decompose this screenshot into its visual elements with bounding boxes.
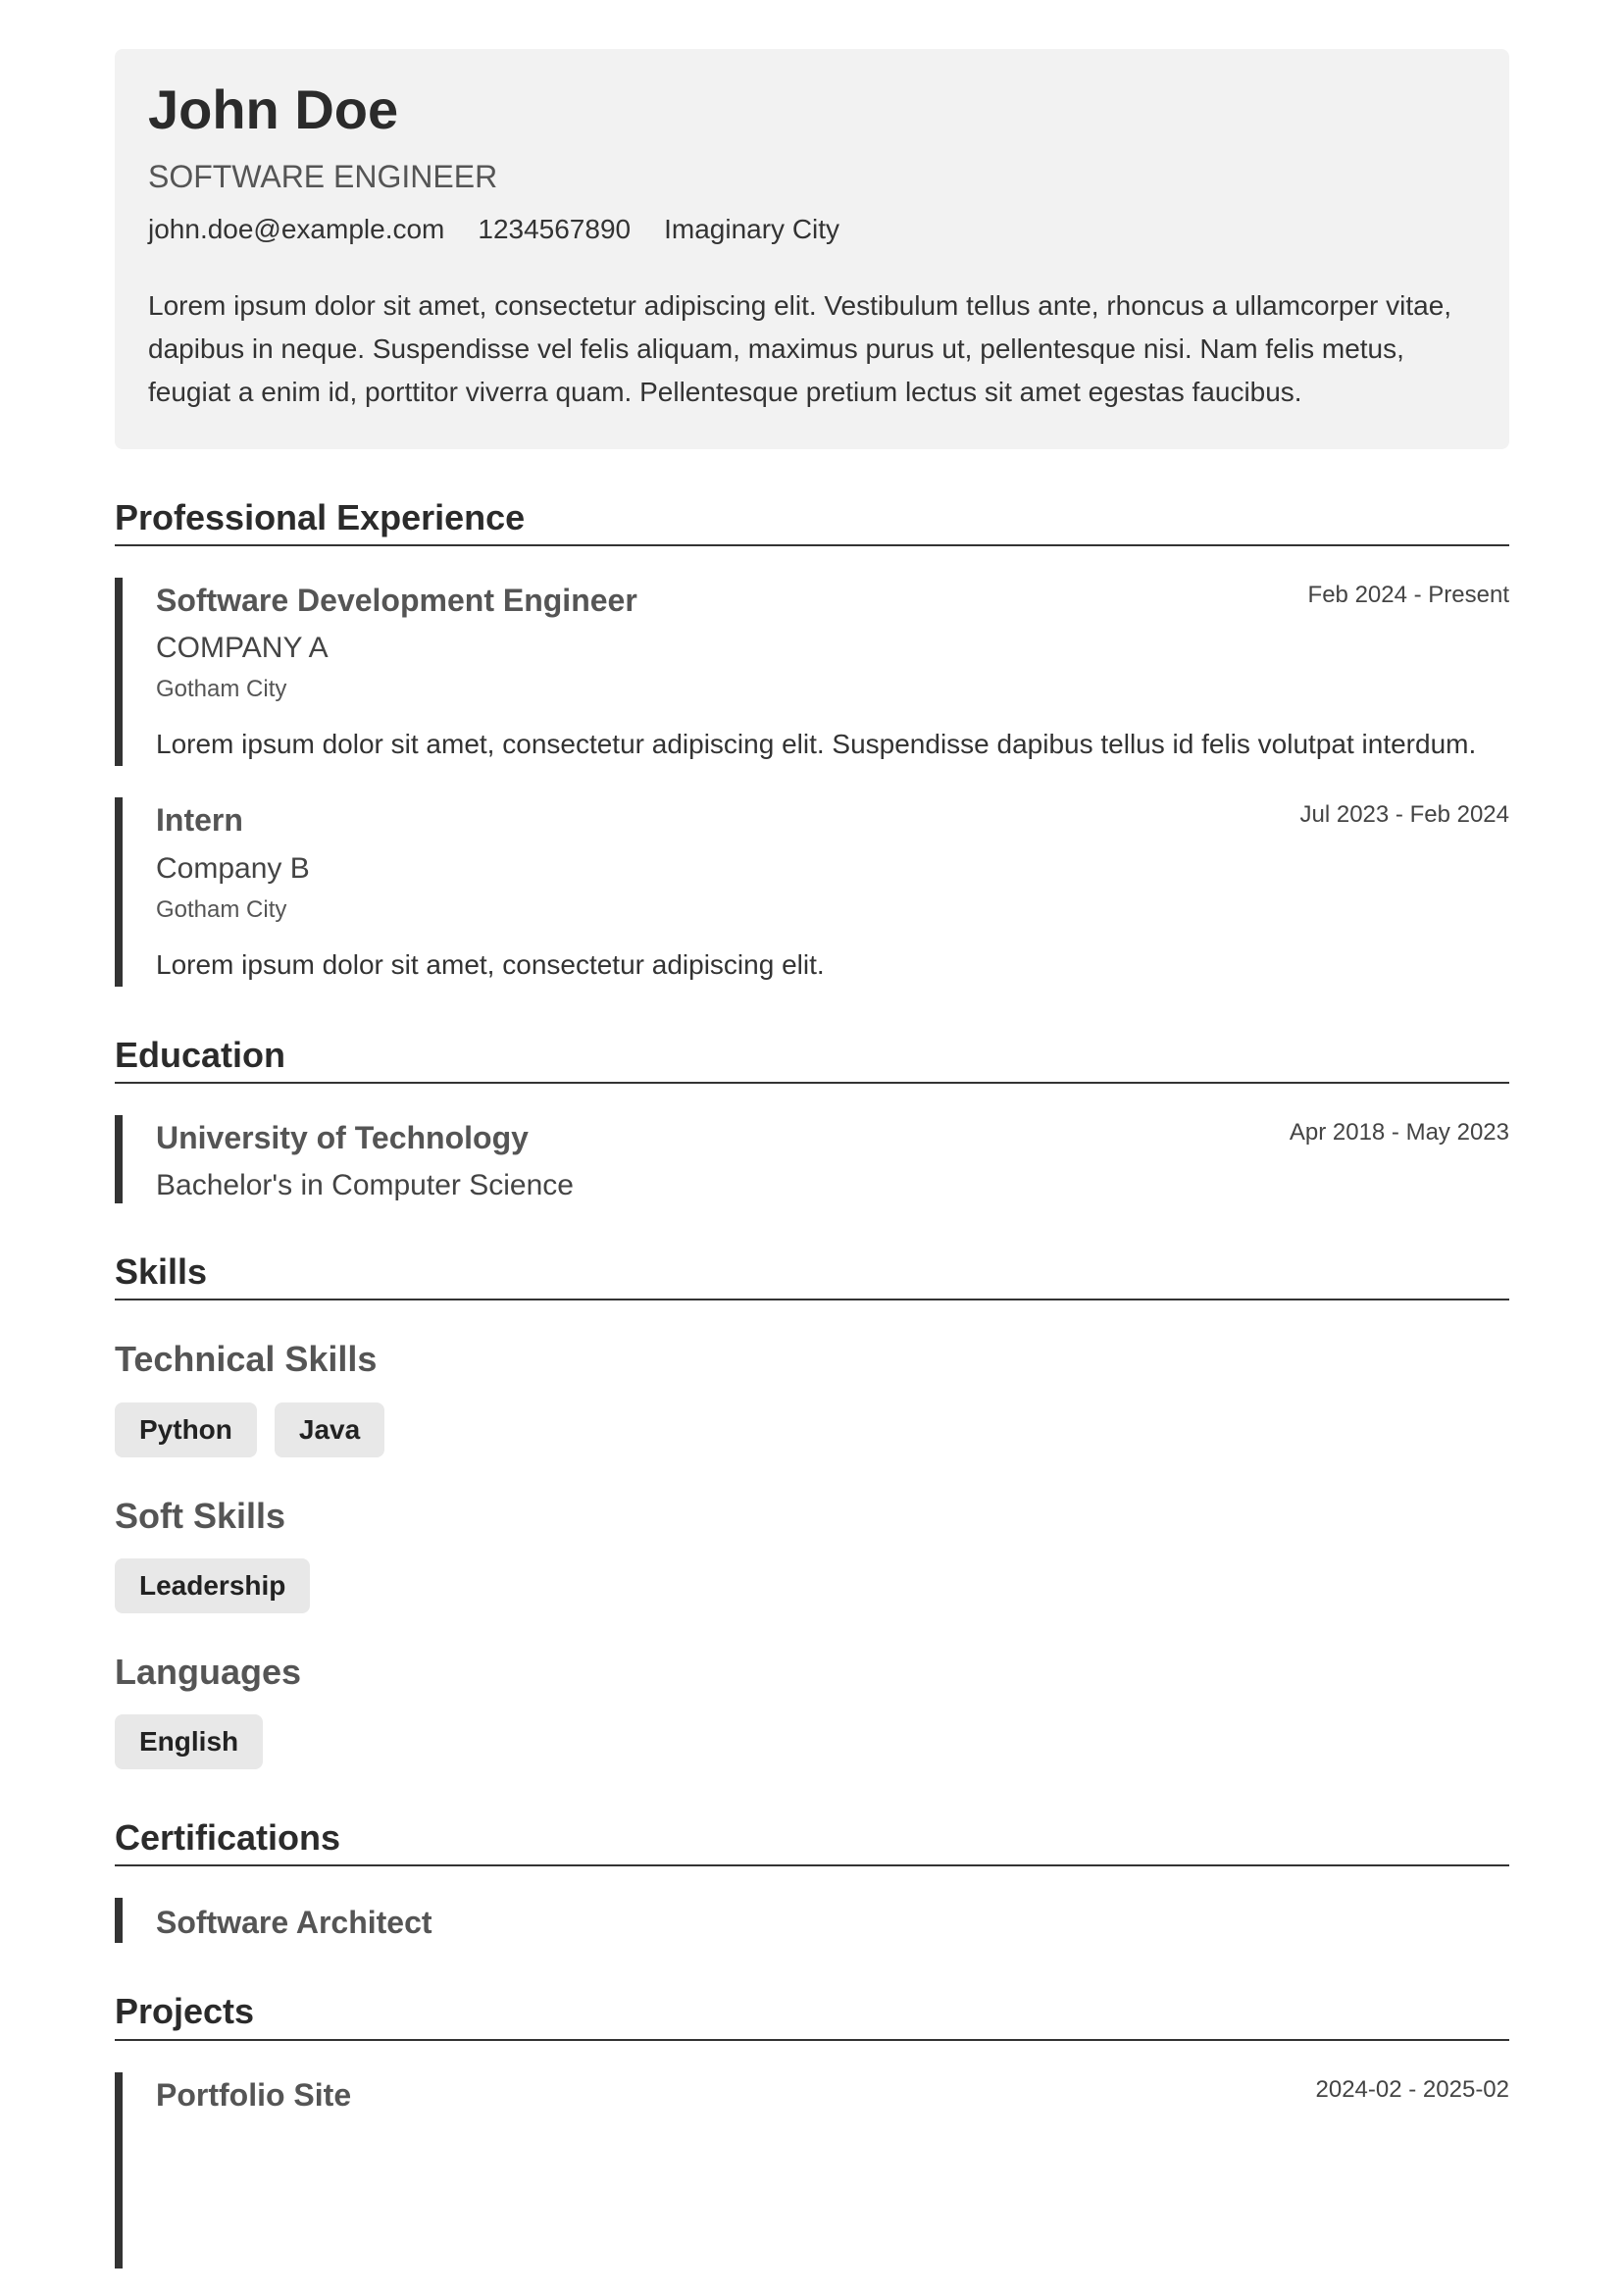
experience-role: Software Development Engineer <box>156 582 637 618</box>
skill-group-title-soft: Soft Skills <box>115 1495 286 1536</box>
contact-line <box>148 214 1476 245</box>
candidate-name: John Doe <box>148 78 399 140</box>
section-title-experience: Professional Experience <box>115 496 1509 546</box>
skill-tag: Java <box>275 1402 384 1457</box>
contact-phone[interactable]: 1234567890 <box>478 213 632 244</box>
experience-entry <box>115 578 1509 766</box>
section-title-education: Education <box>115 1034 1509 1084</box>
skill-tags-languages <box>115 1714 1509 1769</box>
project-name: Portfolio Site <box>156 2076 352 2113</box>
section-title-skills: Skills <box>115 1250 1509 1300</box>
education-dates: Apr 2018 - May 2023 <box>1289 1118 1509 1146</box>
experience-dates: Jul 2023 - Feb 2024 <box>1299 801 1509 829</box>
certification-name: Software Architect <box>156 1905 432 1941</box>
section-title-certifications: Certifications <box>115 1816 1509 1866</box>
experience-entry <box>115 797 1509 986</box>
project-entry <box>115 2072 1509 2269</box>
experience-description: Lorem ipsum dolor sit amet, consectetur adipiscing elit. Suspendisse dapibus tellus id felis volutpat interdum. <box>156 729 1477 760</box>
summary-text: Lorem ipsum dolor sit amet, consectetur adipiscing elit. Vestibulum tellus ante, rhoncus a ullamcorper vitae, dapibus in neque. Suspendisse vel felis aliquam, maximus purus ut, pellentesque nisi. Nam felis metus, feugiat a enim id, porttitor viverra quam. Pellentesque pretium lectus sit amet egestas faucibus. <box>148 289 1452 407</box>
education-degree: Bachelor's in Computer Science <box>156 1169 574 1202</box>
experience-company: Company B <box>156 851 310 885</box>
contact-email[interactable]: john.doe@example.com <box>148 213 445 244</box>
skill-tags-technical <box>115 1402 1509 1457</box>
skill-tag: Python <box>115 1402 257 1457</box>
skill-tag: English <box>115 1714 263 1769</box>
resume-header <box>115 49 1509 449</box>
project-dates: 2024-02 - 2025-02 <box>1315 2075 1509 2103</box>
contact-location: Imaginary City <box>664 213 840 244</box>
experience-description: Lorem ipsum dolor sit amet, consectetur adipiscing elit. <box>156 948 825 980</box>
education-school: University of Technology <box>156 1119 529 1155</box>
candidate-title: SOFTWARE ENGINEER <box>148 159 498 195</box>
experience-role: Intern <box>156 802 243 839</box>
education-entry <box>115 1115 1509 1203</box>
skill-group-title-languages: Languages <box>115 1651 302 1692</box>
skill-tags-soft <box>115 1558 1509 1613</box>
section-title-projects: Projects <box>115 1990 1509 2040</box>
skill-tag: Leadership <box>115 1558 310 1613</box>
experience-location: Gotham City <box>156 895 287 923</box>
experience-company: COMPANY A <box>156 632 329 665</box>
experience-location: Gotham City <box>156 676 287 703</box>
experience-dates: Feb 2024 - Present <box>1307 581 1509 608</box>
skill-group-title-technical: Technical Skills <box>115 1339 378 1380</box>
certification-entry <box>115 1898 1509 1943</box>
